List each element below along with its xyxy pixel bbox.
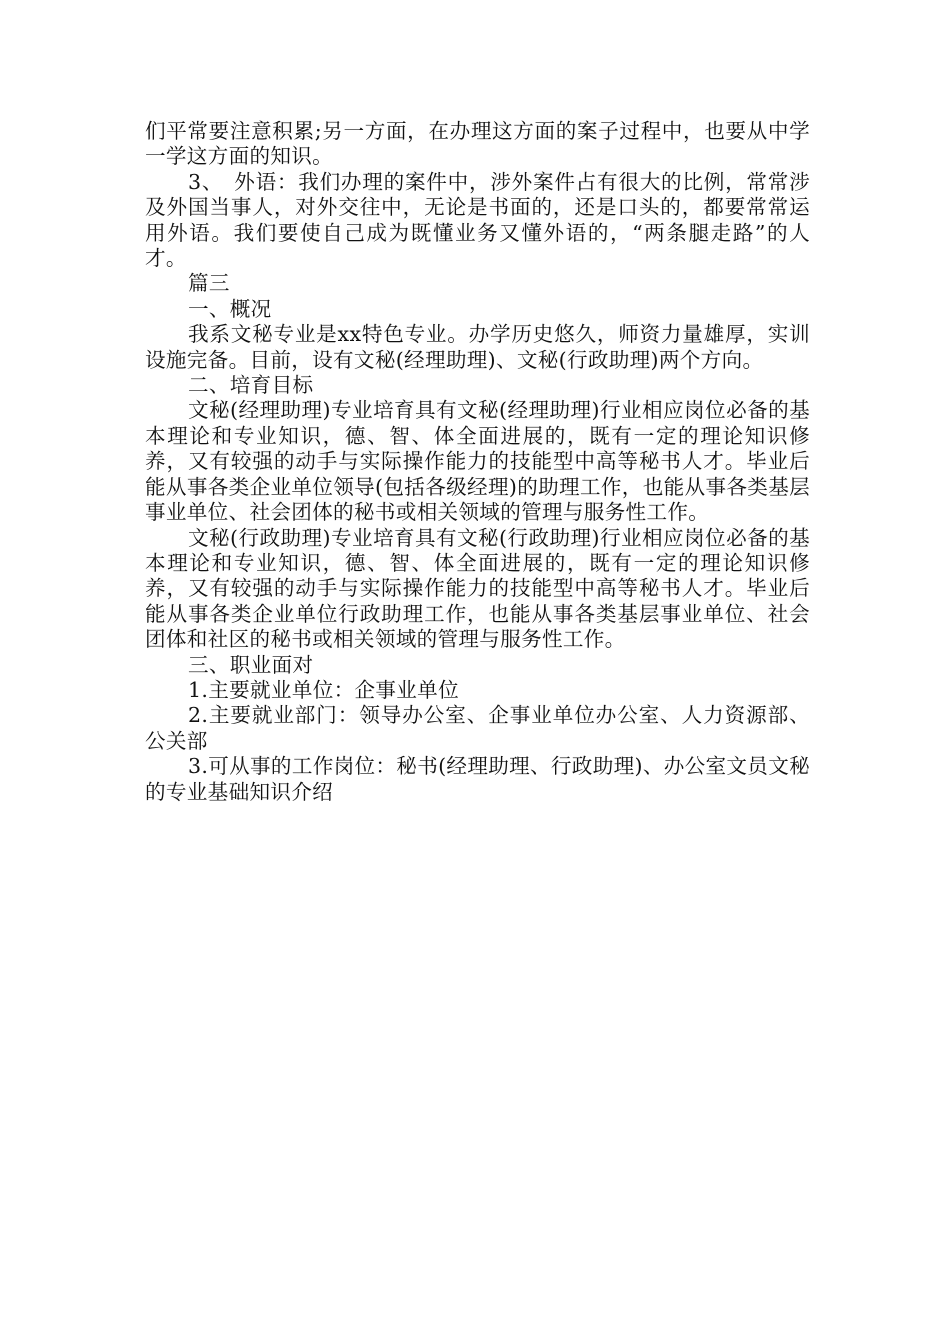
list-item-departments: 2.主要就业部门：领导办公室、企事业单位办公室、人力资源部、公关部 xyxy=(145,703,810,753)
section-heading-part-three: 篇三 xyxy=(188,271,230,296)
paragraph-continuation: 们平常要注意积累;另一方面，在办理这方面的案子过程中，也要从中学一学这方面的知识。 xyxy=(145,119,810,169)
paragraph-manager-assistant: 文秘(经理助理)专业培育具有文秘(经理助理)行业相应岗位必备的基本理论和专业知识，德、智、体全面进展的，既有一定的理论知识修养，又有较强的动手与实际操作能力的技能型中高等秘书人才。毕业后能从事各类企业单位领导(包括各级经理)的助理工作，也能从事各类基层事业单位、社会团体的秘书或相关领域的管理与服务性工作。 xyxy=(145,398,810,525)
heading-overview: 一、概况 xyxy=(188,296,272,321)
paragraph-overview: 我系文秘专业是xx特色专业。办学历史悠久，师资力量雄厚，实训设施完备。目前，设有文秘(经理助理)、文秘(行政助理)两个方向。 xyxy=(145,322,810,372)
heading-training-goals: 二、培育目标 xyxy=(188,373,314,398)
paragraph-admin-assistant: 文秘(行政助理)专业培育具有文秘(行政助理)行业相应岗位必备的基本理论和专业知识，德、智、体全面进展的，既有一定的理论知识修养，又有较强的动手与实际操作能力的技能型中高等秘书人才。毕业后能从事各类企业单位行政助理工作，也能从事各类基层事业单位、社会团体和社区的秘书或相关领域的管理与服务性工作。 xyxy=(145,525,810,652)
document-body xyxy=(145,119,810,805)
list-item-employers: 1.主要就业单位：企事业单位 xyxy=(188,677,459,702)
heading-career-orientation: 三、职业面对 xyxy=(188,652,314,677)
paragraph-foreign-language: 3、 外语：我们办理的案件中，涉外案件占有很大的比例，常常涉及外国当事人，对外交往中，无论是书面的，还是口头的，都要常常运用外语。我们要使自己成为既懂业务又懂外语的，“两条腿走路”的人才。 xyxy=(145,169,810,271)
list-item-positions: 3.可从事的工作岗位：秘书(经理助理、行政助理)、办公室文员文秘的专业基础知识介绍 xyxy=(145,754,810,804)
